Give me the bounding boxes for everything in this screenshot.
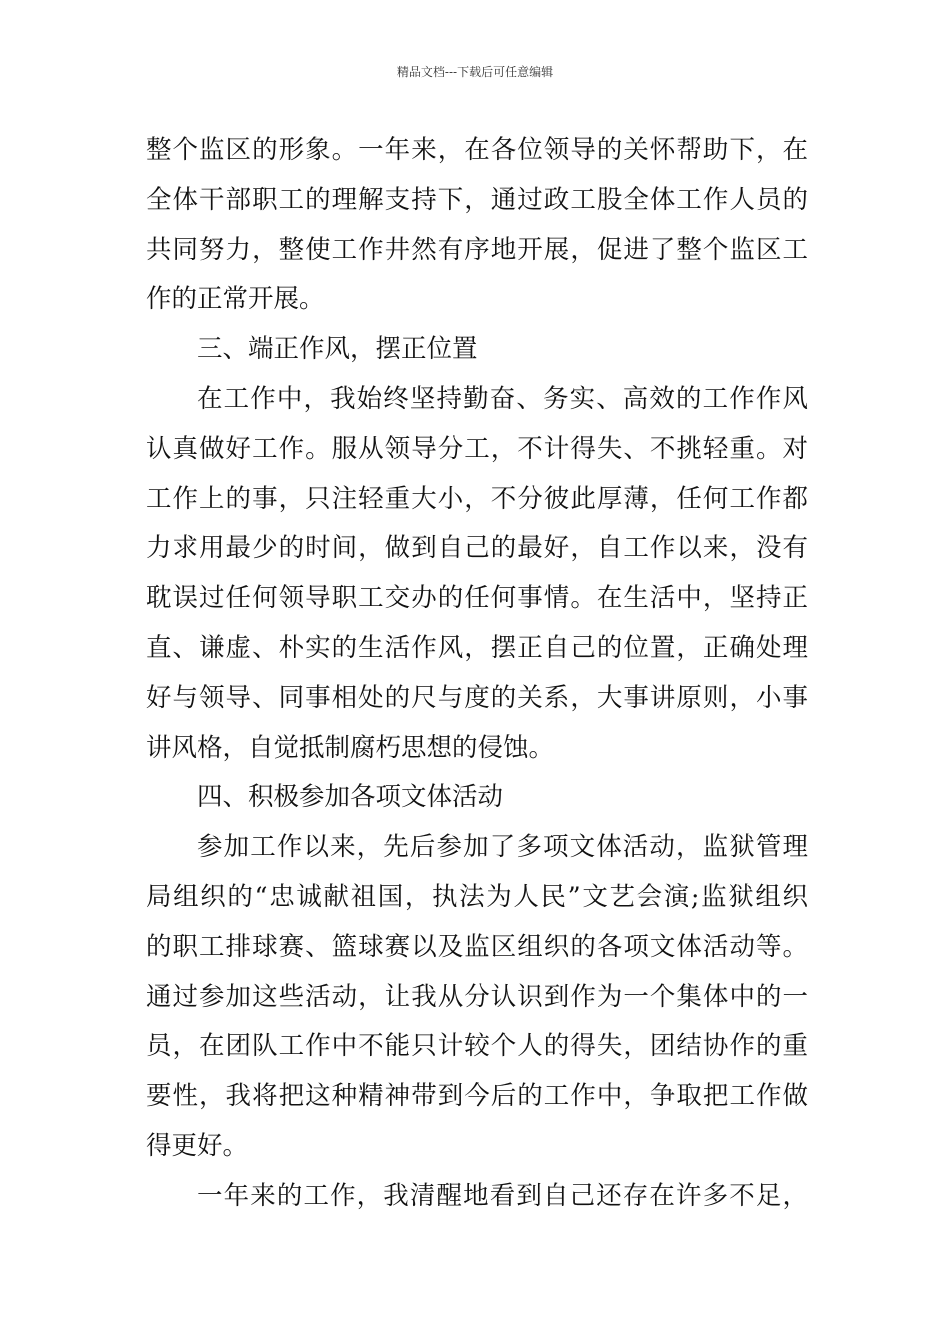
- text-line: 在工作中，我始终坚持勤奋、务实、高效的工作作风: [197, 383, 808, 414]
- text-line: 局组织的“忠诚献祖国，执法为人民”文艺会演;监狱组织: [146, 881, 808, 912]
- text-line: 员，在团队工作中不能只计较个人的得失，团结协作的重: [146, 1031, 808, 1062]
- document-body: [146, 126, 808, 1222]
- text-line: 的职工排球赛、篮球赛以及监区组织的各项文体活动等。: [146, 931, 808, 962]
- text-line: 工作上的事，只注轻重大小，不分彼此厚薄，任何工作都: [146, 483, 808, 514]
- text-line: 全体干部职工的理解支持下，通过政工股全体工作人员的: [146, 184, 808, 215]
- text-line: 要性，我将把这种精神带到今后的工作中，争取把工作做: [146, 1081, 808, 1112]
- text-line: 好与领导、同事相处的尺与度的关系，大事讲原则，小事: [146, 682, 808, 713]
- text-line: 通过参加这些活动，让我从分认识到作为一个集体中的一: [146, 981, 808, 1012]
- text-line: 一年来的工作，我清醒地看到自己还存在许多不足，: [197, 1180, 808, 1211]
- text-line: 讲风格，自觉抵制腐朽思想的侵蚀。: [146, 732, 555, 763]
- text-line: 认真做好工作。服从领导分工，不计得失、不挑轻重。对: [146, 433, 808, 464]
- page-header: 精品文档---下载后可任意编辑: [396, 65, 554, 79]
- text-line: 力求用最少的时间，做到自己的最好，自工作以来，没有: [146, 533, 808, 564]
- text-line: 共同努力，整使工作井然有序地开展，促进了整个监区工: [146, 234, 808, 265]
- text-line: 耽误过任何领导职工交办的任何事情。在生活中，坚持正: [146, 583, 808, 614]
- section-heading: 三、端正作风，摆正位置: [197, 334, 478, 365]
- text-line: 直、谦虚、朴实的生活作风，摆正自己的位置，正确处理: [146, 632, 808, 663]
- text-line: 作的正常开展。: [146, 284, 325, 315]
- text-line: 整个监区的形象。一年来，在各位领导的关怀帮助下，在: [146, 135, 808, 165]
- text-line: 参加工作以来，先后参加了多项文体活动，监狱管理: [197, 832, 808, 863]
- section-heading: 四、积极参加各项文体活动: [197, 782, 504, 813]
- text-line: 得更好。: [146, 1130, 249, 1161]
